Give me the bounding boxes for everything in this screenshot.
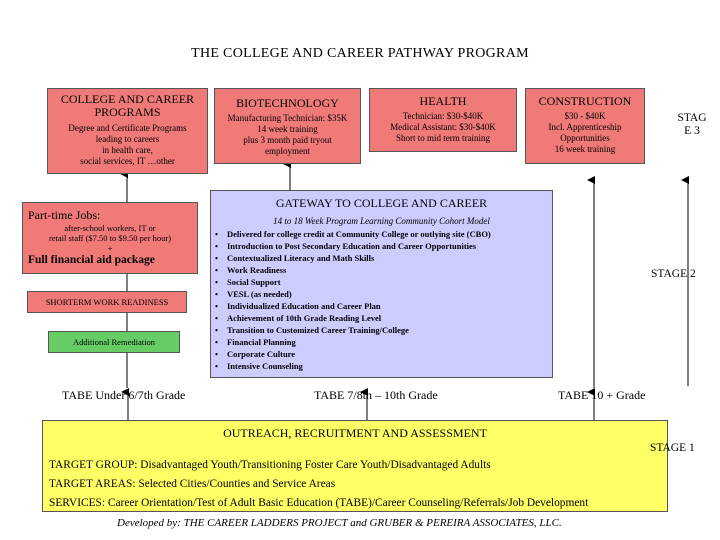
gateway-item: • Achievement of 10th Grade Reading Level	[213, 312, 552, 324]
construction-line: Incl. Apprenticeship	[548, 122, 622, 132]
biotech-heading: BIOTECHNOLOGY	[236, 96, 339, 110]
health-line: Short to mid term training	[396, 133, 490, 143]
services-text: SERVICES: Career Orientation/Test of Adult Basic Education (TABE)/Career Counseling/Referrals/Job Development	[49, 497, 589, 509]
gateway-item: • Individualized Education and Career Plan	[213, 300, 552, 312]
gateway-subheading: 14 to 18 Week Program Learning Community Cohort Model	[273, 216, 490, 226]
part-time-heading: Part-time Jobs:	[28, 208, 101, 222]
tabe-low-label: TABE Under 6/7th Grade	[62, 388, 186, 402]
biotech-line: employment	[265, 146, 310, 156]
part-time-line: +	[107, 243, 113, 253]
gateway-item: • Delivered for college credit at Community College or outlying site (CBO)	[213, 228, 552, 240]
outreach-heading: OUTREACH, RECRUITMENT AND ASSESSMENT	[223, 426, 487, 440]
health-line: Medical Assistant: $30-$40K	[390, 122, 496, 132]
gateway-item: • Financial Planning	[213, 336, 552, 348]
gateway-item: • Intensive Counseling	[213, 360, 552, 372]
part-time-jobs-box	[22, 202, 198, 274]
outreach-box	[42, 420, 668, 512]
gateway-item: • Work Readiness	[213, 264, 552, 276]
gateway-box	[210, 190, 553, 378]
health-box	[369, 88, 517, 152]
construction-box	[525, 88, 645, 164]
gateway-item: • Social Support	[213, 276, 552, 288]
college-programs-box	[47, 88, 208, 174]
target-group-text: TARGET GROUP: Disadvantaged Youth/Transitioning Foster Care Youth/Disadvantaged Adults	[49, 459, 491, 471]
gateway-item: • Transition to Customized Career Training/College	[213, 324, 552, 336]
shortterm-work-readiness-box: SHORTERM WORK READINESS	[27, 291, 187, 313]
gateway-list	[213, 228, 552, 372]
stage-3-label-line: E 3	[684, 125, 700, 137]
stage-3-label	[664, 112, 720, 138]
tabe-high-label: TABE 10 + Grade	[558, 388, 646, 402]
gateway-item: • Introduction to Post Secondary Education and Career Opportunities	[213, 240, 552, 252]
gateway-item: • Contextualized Literacy and Math Skills	[213, 252, 552, 264]
part-time-line: retail staff ($7.50 to $9.50 per hour)	[48, 233, 172, 243]
college-line: social services, IT …other	[80, 156, 175, 166]
college-line: leading to careers	[95, 134, 160, 144]
biotech-line: Manufacturing Technician: $35K	[227, 113, 348, 123]
financial-aid-text: Full financial aid package	[28, 254, 155, 266]
biotech-line: 14 week training	[257, 124, 318, 134]
college-line: in health care,	[102, 145, 153, 155]
college-heading: COLLEGE AND CAREER PROGRAMS	[60, 92, 195, 119]
health-heading: HEALTH	[419, 94, 467, 108]
gateway-heading: GATEWAY TO COLLEGE AND CAREER	[275, 196, 488, 210]
health-line: Technician: $30-$40K	[402, 111, 484, 121]
construction-line: Opportunities	[560, 133, 610, 143]
stage-1-label: STAGE 1	[650, 442, 695, 454]
credit-line: Developed by: THE CAREER LADDERS PROJECT and GRUBER & PEREIRA ASSOCIATES, LLC.	[117, 517, 562, 529]
stage-2-label: STAGE 2	[651, 268, 696, 280]
gateway-item: • VESL (as needed)	[213, 288, 552, 300]
page-title: THE COLLEGE AND CAREER PATHWAY PROGRAM	[191, 46, 529, 61]
construction-line: 16 week training	[554, 144, 616, 154]
gateway-item: • Corporate Culture	[213, 348, 552, 360]
part-time-line: after-school workers, IT or	[64, 223, 156, 233]
biotech-line: plus 3 month paid tryout	[243, 135, 332, 145]
stage-3-label-line: STAG	[677, 112, 707, 124]
biotechnology-box	[214, 88, 361, 164]
college-line: Degree and Certificate Programs	[68, 123, 187, 133]
target-areas-text: TARGET AREAS: Selected Cities/Counties and Service Areas	[49, 478, 336, 490]
construction-line: $30 - $40K	[564, 111, 606, 121]
tabe-mid-label: TABE 7/8th – 10th Grade	[314, 388, 438, 402]
additional-remediation-box: Additional Remediation	[48, 331, 180, 353]
construction-heading: CONSTRUCTION	[538, 94, 632, 108]
